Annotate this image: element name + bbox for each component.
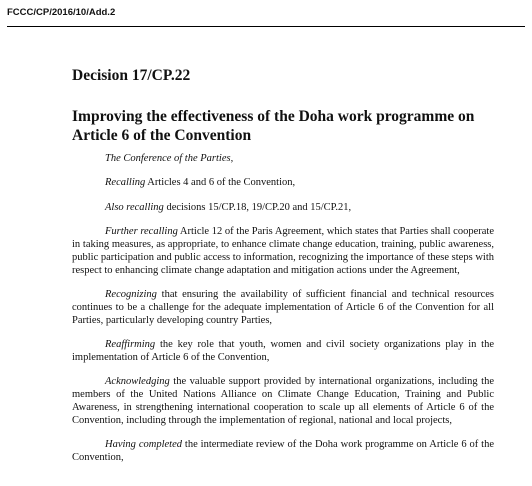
paragraph-lead: Also recalling bbox=[105, 201, 164, 213]
paragraph-text: the intermediate review of the Doha work programme on Article 6 of the Convention, bbox=[72, 438, 495, 463]
paragraph-lead: Further recalling bbox=[105, 226, 178, 238]
decision-number: Decision 17/CP.22 bbox=[72, 67, 191, 84]
paragraph-lead: Having completed bbox=[105, 438, 182, 450]
preamble-paragraph bbox=[72, 153, 494, 166]
preamble-paragraph bbox=[72, 177, 494, 190]
paragraph-text: that ensuring the availability of sufficient financial and technical resources continues to be a challenge for the adequate implementation of Article 6 of the Convention for all Parties, particularly developing country Parties, bbox=[72, 288, 494, 326]
paragraph-lead: Recognizing bbox=[105, 288, 157, 300]
preamble-paragraph bbox=[72, 226, 494, 277]
decision-body bbox=[72, 153, 494, 476]
paragraph-text: the valuable support provided by international organizations, including the members of the United Nations Alliance on Climate Change Education, Training and Public Awareness, in strengthening international cooperation to scale up all elements of Article 6 of the Convention, including through the implementation of regional, national and local projects, bbox=[72, 376, 494, 426]
paragraph-text: decisions 15/CP.18, 19/CP.20 and 15/CP.21, bbox=[163, 201, 352, 213]
paragraph-text: the key role that youth, women and civil society organizations play in the implementation of Article 6 of the Convention, bbox=[72, 338, 494, 363]
paragraph-lead: Acknowledging bbox=[105, 376, 170, 388]
preamble-paragraph bbox=[72, 376, 494, 427]
preamble-paragraph bbox=[72, 339, 494, 365]
paragraph-text: Article 12 of the Paris Agreement, which states that Parties shall cooperate in taking measures, as appropriate, to enhance climate change education, training, public awareness, public participation and public access to information, recognizing the importance of these steps with respect to enhancing climate change adaptation and mitigation actions under the Agreement, bbox=[72, 226, 494, 276]
paragraph-lead: Recalling bbox=[105, 177, 146, 189]
decision-title: Improving the effectiveness of the Doha work programme on Article 6 of the Convention bbox=[72, 108, 475, 144]
document-code: FCCC/CP/2016/10/Add.2 bbox=[7, 7, 116, 18]
paragraph-lead: Reaffirming bbox=[105, 338, 156, 350]
paragraph-text: Articles 4 and 6 of the Convention, bbox=[145, 177, 296, 189]
paragraph-lead: The Conference of the Parties, bbox=[105, 153, 234, 164]
preamble-paragraph bbox=[72, 439, 494, 465]
preamble-paragraph bbox=[72, 202, 494, 215]
header-divider bbox=[7, 26, 525, 27]
preamble-paragraph bbox=[72, 289, 494, 327]
